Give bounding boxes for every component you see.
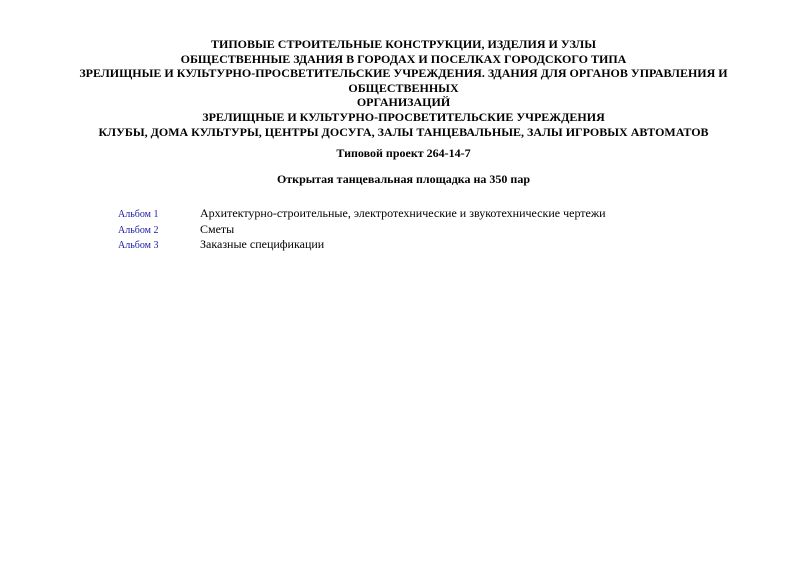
heading-line-5: ЗРЕЛИЩНЫЕ И КУЛЬТУРНО-ПРОСВЕТИТЕЛЬСКИЕ УЧРЕЖДЕНИЯ bbox=[202, 109, 605, 124]
heading-line-3: ЗРЕЛИЩНЫЕ И КУЛЬТУРНО-ПРОСВЕТИТЕЛЬСКИЕ УЧРЕЖДЕНИЯ. ЗДАНИЯ ДЛЯ ОРГАНОВ УПРАВЛЕНИЯ И ОБЩЕСТВЕННЫХ bbox=[79, 66, 728, 95]
heading-line-6: КЛУБЫ, ДОМА КУЛЬТУРЫ, ЦЕНТРЫ ДОСУГА, ЗАЛЫ ТАНЦЕВАЛЬНЫЕ, ЗАЛЫ ИГРОВЫХ АВТОМАТОВ bbox=[98, 124, 709, 139]
album-3-link[interactable]: Альбом 3 bbox=[118, 240, 159, 251]
album-row-1 bbox=[118, 206, 718, 222]
project-title: Открытая танцевальная площадка на 350 пар bbox=[276, 172, 531, 186]
document-headings bbox=[40, 37, 767, 139]
heading-line-2: ОБЩЕСТВЕННЫЕ ЗДАНИЯ В ГОРОДАХ И ПОСЕЛКАХ ГОРОДСКОГО ТИПА bbox=[180, 51, 627, 66]
album-2-link[interactable]: Альбом 2 bbox=[118, 224, 159, 236]
album-2-description: Сметы bbox=[200, 221, 235, 236]
album-row-2 bbox=[118, 222, 718, 238]
heading-line-1: ТИПОВЫЕ СТРОИТЕЛЬНЫЕ КОНСТРУКЦИИ, ИЗДЕЛИЯ И УЗЛЫ bbox=[210, 37, 596, 51]
album-list bbox=[118, 206, 718, 253]
project-code: Типовой проект 264-14-7 bbox=[336, 146, 471, 160]
album-1-description: Архитектурно-строительные, электротехнические и звукотехнические чертежи bbox=[200, 206, 606, 220]
album-3-description: Заказные спецификации bbox=[200, 237, 325, 251]
heading-line-4: ОРГАНИЗАЦИЙ bbox=[356, 95, 451, 110]
album-1-link[interactable]: Альбом 1 bbox=[118, 209, 159, 220]
album-row-3 bbox=[118, 237, 718, 253]
